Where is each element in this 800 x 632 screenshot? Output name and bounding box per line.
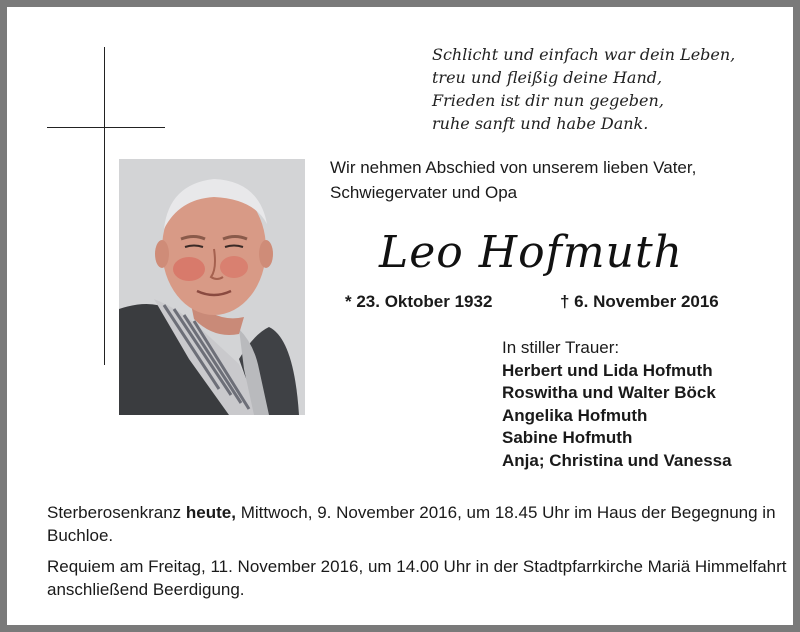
mourner-family: Roswitha und Walter Böck bbox=[502, 383, 716, 402]
cross-vertical-bar bbox=[104, 47, 105, 365]
mourners-list bbox=[502, 337, 792, 472]
mourner-family: Sabine Hofmuth bbox=[502, 428, 633, 447]
intro-line: Wir nehmen Abschied von unserem lieben Vater, bbox=[330, 158, 697, 177]
poem-line: treu und fleißig deine Hand, bbox=[432, 68, 663, 87]
birth-date: * 23. Oktober 1932 bbox=[345, 292, 493, 311]
rosary-notice bbox=[47, 501, 787, 547]
rosary-today: heute, bbox=[185, 503, 236, 522]
mourners-heading: In stiller Trauer: bbox=[502, 338, 620, 357]
rosary-prefix: Sterberosenkranz bbox=[47, 503, 186, 522]
death-date: † 6. November 2016 bbox=[560, 292, 719, 311]
obituary-card bbox=[7, 7, 793, 625]
intro-line: Schwiegervater und Opa bbox=[330, 183, 518, 202]
poem-line: Schlicht und einfach war dein Leben, bbox=[432, 45, 736, 64]
poem-line: ruhe sanft und habe Dank. bbox=[432, 114, 649, 133]
service-notices bbox=[47, 501, 787, 609]
mourner-family: Herbert und Lida Hofmuth bbox=[502, 360, 713, 380]
mourner-family: Anja; Christina und Vanessa bbox=[502, 450, 732, 470]
deceased-name: Leo Hofmuth bbox=[379, 227, 683, 278]
mourner-family: Angelika Hofmuth bbox=[502, 405, 648, 425]
farewell-intro bbox=[330, 155, 790, 205]
memorial-poem bbox=[432, 43, 782, 135]
rosary-details: Mittwoch, 9. November 2016, um 18.45 Uhr im Haus der Begegnung in Buchloe. bbox=[47, 503, 776, 545]
poem-line: Frieden ist dir nun gegeben, bbox=[432, 91, 664, 110]
requiem-notice: Requiem am Freitag, 11. November 2016, um 14.00 Uhr in der Stadtpfarrkirche Mariä Himmelfahrt anschließend Beerdigung. bbox=[47, 557, 787, 599]
cross-horizontal-bar bbox=[47, 127, 165, 128]
portrait-photo bbox=[119, 159, 305, 415]
